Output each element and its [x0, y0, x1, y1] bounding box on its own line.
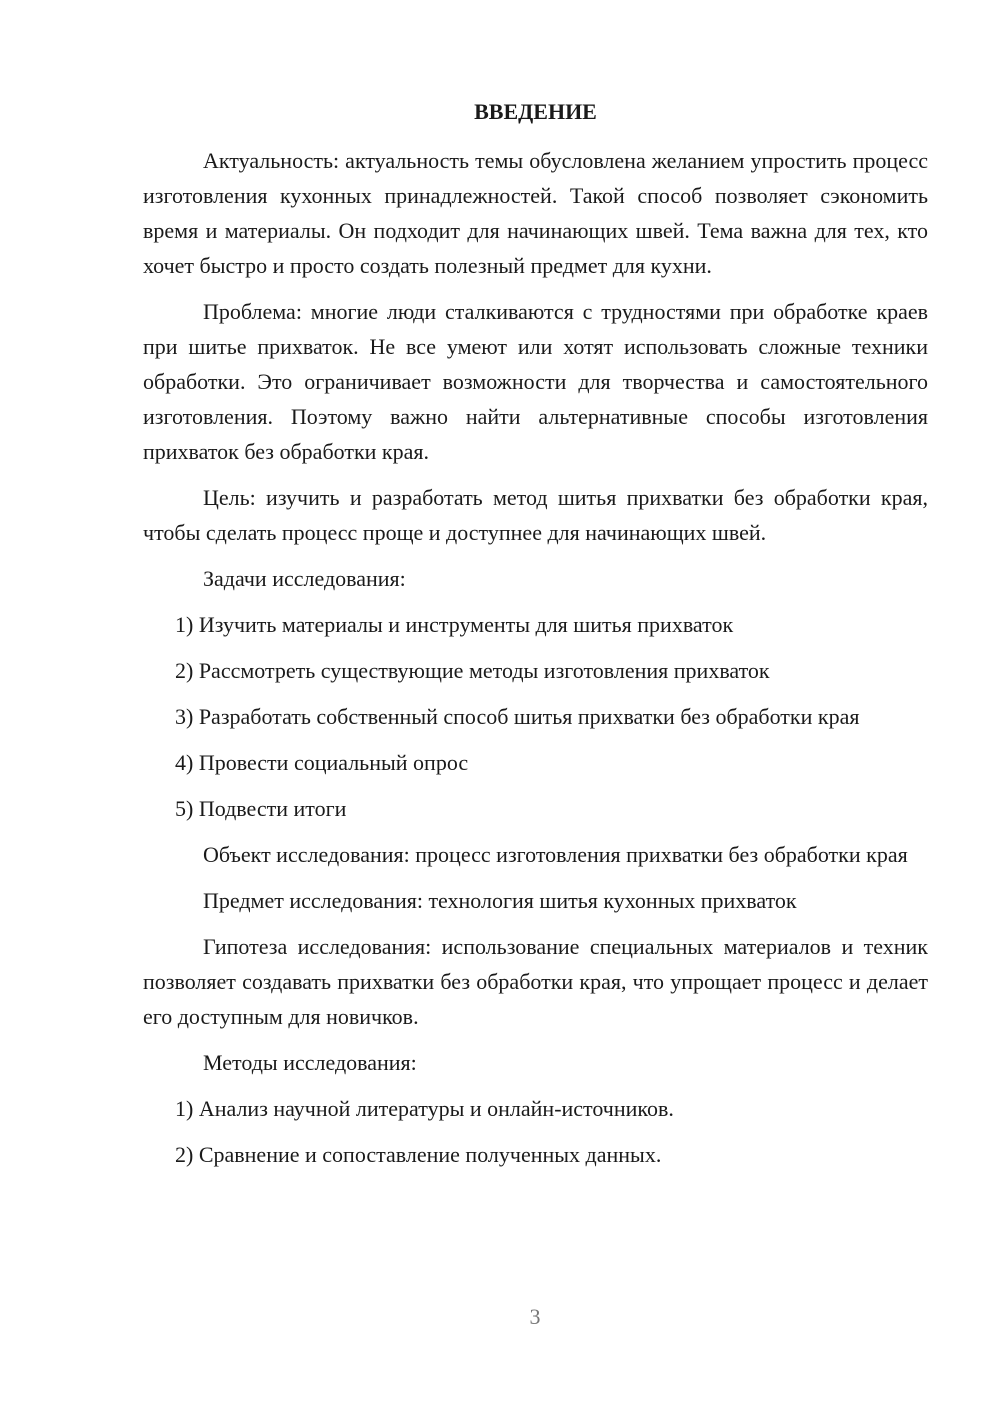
list-item: 2) Сравнение и сопоставление полученных данных.: [175, 1142, 662, 1167]
document-page: [143, 94, 928, 1183]
list-item: 1) Изучить материалы и инструменты для шитья прихваток: [175, 612, 734, 637]
list-item: 3) Разработать собственный способ шитья прихватки без обработки края: [175, 704, 860, 729]
paragraph: Проблема: многие люди сталкиваются с трудностями при обработке краев при шитье прихваток. Не все умеют или хотят использовать сложные техники обработки. Это ограничивает возможности для творчества и самостоятельного изготовления. Поэтому важно найти альтернативные способы изготовления прихваток без обработки края.: [143, 299, 928, 464]
paragraph: Актуальность: актуальность темы обусловлена желанием упростить процесс изготовления кухонных принадлежностей. Такой способ позволяет сэкономить время и материалы. Он подходит для начинающих швей. Тема важна для тех, кто хочет быстро и просто создать полезный предмет для кухни.: [143, 148, 928, 278]
page-number: 3: [529, 1304, 541, 1329]
paragraph: Предмет исследования: технология шитья кухонных прихваток: [203, 888, 797, 913]
paragraph: Методы исследования:: [203, 1050, 417, 1075]
paragraph: Объект исследования: процесс изготовления прихватки без обработки края: [203, 842, 908, 867]
list-item: 5) Подвести итоги: [175, 796, 347, 821]
paragraph: Задачи исследования:: [203, 566, 406, 591]
paragraph: Гипотеза исследования: использование специальных материалов и техник позволяет создавать прихватки без обработки края, что упрощает процесс и делает его доступным для новичков.: [143, 934, 928, 1029]
document-body: [143, 143, 928, 1172]
paragraph: Цель: изучить и разработать метод шитья прихватки без обработки края, чтобы сделать процесс проще и доступнее для начинающих швей.: [143, 485, 928, 545]
section-title: ВВЕДЕНИЕ: [474, 99, 597, 124]
list-item: 4) Провести социальный опрос: [175, 750, 469, 775]
list-item: 1) Анализ научной литературы и онлайн-источников.: [175, 1096, 674, 1121]
list-item: 2) Рассмотреть существующие методы изготовления прихваток: [175, 658, 770, 683]
